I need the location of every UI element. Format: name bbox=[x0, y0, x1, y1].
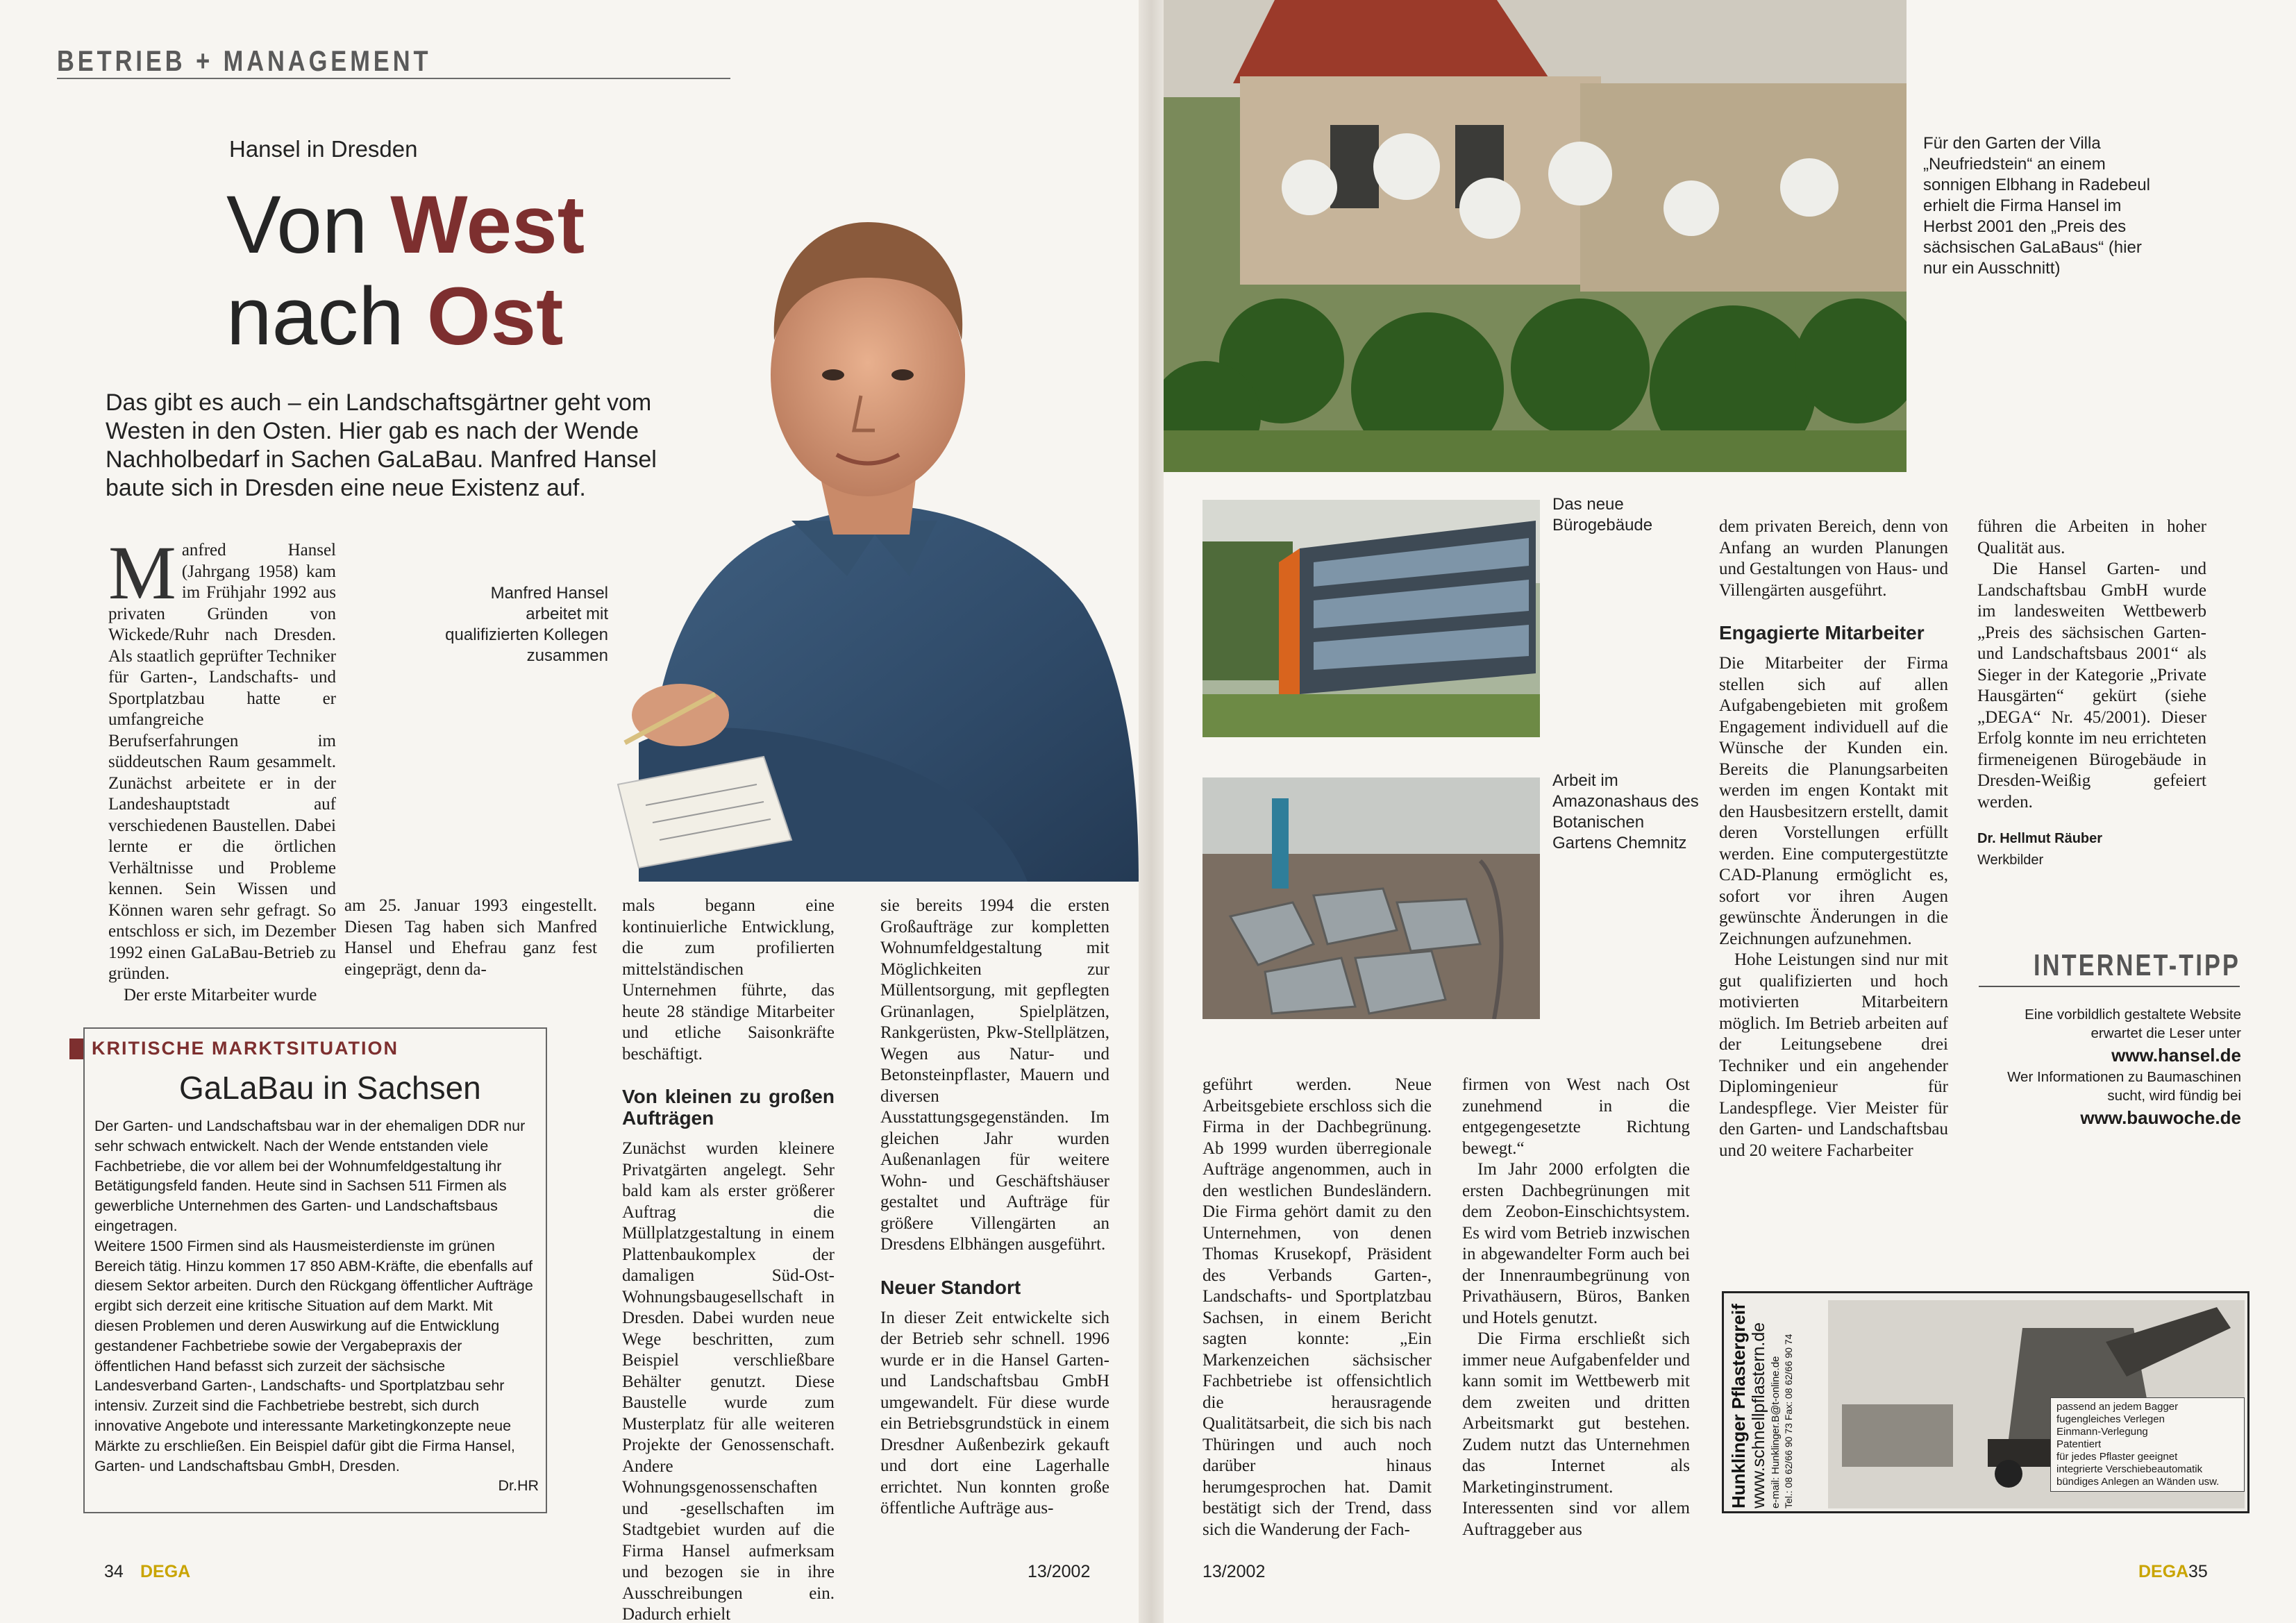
chemnitz-photo bbox=[1203, 777, 1540, 1019]
subheading: Von kleinen zu großen Aufträgen bbox=[622, 1086, 835, 1129]
body-text: dem privaten Bereich, denn von Anfang an wurden Planungen und Gestaltungen von Haus- und Villengärten ausgeführt. bbox=[1719, 517, 1948, 600]
villa-caption: Für den Garten der Villa „Neufriedstein“ an einem sonnigen Elbhang in Radebeul erhielt die Firma Hansel im Herbst 2001 den „Preis des sächsischen GaLaBaus“ (hier nur ein Ausschnitt) bbox=[1923, 134, 2150, 278]
subheading: Neuer Standort bbox=[880, 1276, 1021, 1298]
section-rule bbox=[57, 78, 730, 79]
internet-tip bbox=[1972, 1005, 2241, 1130]
column-6 bbox=[1462, 1075, 1690, 1540]
issue-right: 13/2002 bbox=[1203, 1562, 1266, 1581]
body-text: führen die Arbeiten in hoher Qualität aus. bbox=[1977, 517, 2206, 557]
internet-text: Eine vorbildlich gestaltete Website erwartet die Leser unter bbox=[2025, 1007, 2241, 1041]
ad-url: www.schnellpflastern.de bbox=[1749, 1322, 1768, 1508]
internet-tip-title: INTERNET-TIPP bbox=[2034, 948, 2240, 982]
column-3 bbox=[622, 895, 835, 1623]
page-number-right: 35 bbox=[2188, 1562, 2208, 1581]
ad-feature: für jedes Pflaster geeignet bbox=[2056, 1451, 2178, 1463]
internet-text: Wer Informationen zu Baumaschinen sucht, wird fündig bei bbox=[2007, 1069, 2241, 1104]
body-text: geführt werden. Neue Arbeitsgebiete erschloss sich die Firma in der Dachbegrünung. Ab 1999 wurden überregionale Aufträge angenommen, auch in den westlichen Bundesländern. Die Firma gehört damit zu den Unternehmen, von denen Thomas Krusekopf, Präsident des Verbands Garten-, Landschafts- und Sportplatzbau Sachsen, in einem Bericht sagten konnte: „Ein Markenzeichen sächsischer Fachbetriebe ist offensichtlich die herausragende Qualitätsarbeit, die sich bis nach Thüringen und auch noch darüber hinaus herumgesprochen hat. Damit bestätigt sich der Trend, dass sich die Wanderung der Fach- bbox=[1203, 1075, 1432, 1539]
body-text: Im Jahr 2000 erfolgten die ersten Dachbegrünungen mit dem Zeobon-Einschichtsystem. Es wird vom Betrieb inzwischen in abgewandelter Form auch bei der Innenraumbegrünung von Privathäusern, Büros, Banken und Hotels genutzt. bbox=[1462, 1160, 1690, 1327]
ad-feature: passend an jedem Bagger bbox=[2056, 1401, 2179, 1413]
ad-vertical-text bbox=[1728, 1300, 1795, 1508]
ad-feature: Patentiert bbox=[2056, 1438, 2102, 1450]
headline-word-highlight: Ost bbox=[426, 271, 564, 362]
headline-word-highlight: West bbox=[390, 179, 585, 271]
photo-credit: Werkbilder bbox=[1977, 852, 2044, 868]
url-link[interactable]: www.hansel.de bbox=[2111, 1045, 2241, 1066]
body-text: Die Firma erschließt sich immer neue Aufgabenfelder und kann somit im Wettbewerb mit dem zweiten und dritten Arbeitsmarkt gut bestehen. Zudem nutzt das Unternehmen das Internet als Marketinginstrument. Interessenten sind vor allem Auftraggeber aus bbox=[1462, 1329, 1690, 1539]
body-text: Hohe Leistungen sind nur mit gut qualifizierten und hoch motivierten Mitarbeitern möglich. Im Betrieb arbeiten auf der Leitungsebene drei Techniker und ein angehender Diplomingenieur für Landespflege. Vier Meister für den Garten- und Landschaftsbau und 20 weitere Facharbeiter bbox=[1719, 950, 1948, 1160]
box-label: KRITISCHE MARKTSITUATION bbox=[92, 1038, 399, 1059]
ad-feature: fugengleiches Verlegen bbox=[2056, 1413, 2165, 1425]
chemnitz-caption: Arbeit im Amazonashaus des Botanischen Gartens Chemnitz bbox=[1552, 771, 1699, 852]
page-number-left: 34 bbox=[104, 1562, 124, 1581]
ad-email: e-mail: Hunklinger.B@t-online.de bbox=[1770, 1356, 1782, 1508]
body-text: Die Hansel Garten- und Landschaftsbau GmbH wurde im landesweiten Wettbewerb „Preis des sächsischen Garten- und Landschaftsbaus 2001“ als Sieger in der Kategorie „Private Hausgärten“ gekürt (siehe „DEGA“ Nr. 45/2001). Dieser Erfolg konnte im neu errichteten firmeneigenen Bürogebäude in Dresden-Weißig gefeiert werden. bbox=[1977, 560, 2206, 812]
body-text: Die Mitarbeiter der Firma stellen sich auf allen Aufgabengebieten mit großem Engagement individuell auf die Wünsche der Kunden ein. Bereits die Planungsarbeiten werden im engen Kontakt mit den Hausbesitzern erstellt, damit deren Vorstellungen erfüllt werden. Eine computergestützte CAD-Planung ermöglicht es, sofort vor ihren Augen gewünschte Änderungen in die Zeichnungen aufzunehmen. bbox=[1719, 654, 1948, 948]
headline bbox=[226, 179, 585, 362]
lead-paragraph: Das gibt es auch – ein Landschaftsgärtner geht vom Westen in den Osten. Hier gab es nach der Wende Nachholbedarf in Sachen GaLaBau. Manfred Hansel baute sich in Dresden eine neue Existenz auf. bbox=[106, 389, 657, 501]
office-caption: Das neue Bürogebäude bbox=[1552, 495, 1653, 535]
box-title: GaLaBau in Sachsen bbox=[179, 1070, 481, 1106]
body-text: anfred Hansel (Jahrgang 1958) kam im Frühjahr 1992 aus privaten Gründen von Wickede/Ruhr nach Dresden. Als staatlich geprüfter Techniker für Garten-, Landschafts- und Sportplatzbau hatte er umfangreiche Berufserfahrungen im süddeutschen Raum gesammelt. Zunächst arbeitete er in der Landeshauptstadt auf verschiedenen Baustellen. Dabei lernte er die örtlichen Verhältnisse und Probleme kennen. Sein Wissen und Können waren sehr gefragt. So entschloss er sich, im Dezember 1992 einen GaLaBau-Betrieb zu gründen. bbox=[108, 541, 336, 983]
body-text: sie bereits 1994 die ersten Großaufträge zur kompletten Wohnumfeldgestaltung mit Möglichkeiten zur Müllentsorgung, mit gepflegten Grünanlagen, Spielplätzen, Rankgerüsten, Pkw-Stellplätzen, Wegen aus Natur- und Betonsteinpflaster, Mauern und diversen Ausstattungsgegenständen. Im gleichen Jahr wurden Außenanlagen für weitere Wohn- und Geschäftshäuser gestaltet und Aufträge für größere Villengärten an Dresdens Elbhängen ausgeführt. bbox=[880, 896, 1109, 1254]
ad-feature: Einmann-Verlegung bbox=[2056, 1426, 2148, 1438]
body-text: mals begann eine kontinuierliche Entwicklung, die zum profilierten mittelständischen Unternehmen führte, das heute 28 ständige Mitarbeiter und etliche Saisonkräfte beschäftigt. bbox=[622, 896, 835, 1063]
issue-left: 13/2002 bbox=[1028, 1562, 1091, 1581]
magazine-logo-left: DEGA bbox=[140, 1562, 191, 1581]
box-text bbox=[94, 1116, 539, 1496]
url-link[interactable]: www.bauwoche.de bbox=[2080, 1107, 2241, 1128]
ad-feature: bündiges Anlegen an Wänden usw. bbox=[2056, 1476, 2220, 1488]
column-2 bbox=[344, 895, 597, 980]
box-paragraph: Der Garten- und Landschaftsbau war in der ehemaligen DDR nur sehr schwach entwickelt. Nach der Wende entstanden viele Fachbetriebe, die vor allem bei der Wohnumfeldgestaltung ihr Betätigungsfeld fanden. Heute sind in Sachsen 511 Firmen als gewerbliche Unternehmen des Garten- und Landschaftsbaus eingetragen. bbox=[94, 1118, 526, 1234]
body-text: Der erste Mitarbeiter wurde bbox=[124, 985, 317, 1004]
ad-feature-list bbox=[2050, 1397, 2245, 1492]
subheading: Engagierte Mitarbeiter bbox=[1719, 622, 1925, 644]
ad-feature: integrierte Verschiebeautomatik bbox=[2056, 1463, 2203, 1475]
internet-tip-rule bbox=[1979, 986, 2240, 987]
headline-word: nach bbox=[226, 271, 404, 362]
portrait-photo bbox=[611, 146, 1139, 882]
office-building-photo bbox=[1203, 500, 1540, 737]
ad-company: Hunklinger Pflastergreif bbox=[1728, 1304, 1749, 1508]
portrait-caption: Manfred Hansel arbeitet mit qualifizierten Kollegen zusammen bbox=[445, 584, 608, 665]
column-7 bbox=[1719, 516, 1948, 1161]
box-paragraph: Weitere 1500 Firmen sind als Hausmeisterdienste im grünen Bereich tätig. Hinzu kommen 17 850 ABM-Kräfte, die ebenfalls auf diesem Sektor arbeiten. Durch den Rückgang öffentlicher Aufträge ergibt sich derzeit eine kritische Situation auf dem Markt. Mit diesen Problemen und deren Auswirkung auf die Entwicklung gestandener Fachbetriebe sowie der Vergabepraxis der öffentlichen Hand befasst sich zurzeit der sächsische Landesverband Garten-, Landschafts- und Sportplatzbau sehr intensiv. Zurzeit sind die Fachbetriebe bestrebt, sich durch innovative Angebote und interessante Marketingkonzepte neue Märkte zu erschließen. Ein Beispiel dafür gibt die Firma Hansel, Garten- und Landschaftsbau GmbH, Dresden. bbox=[94, 1237, 533, 1474]
villa-garden-photo bbox=[1164, 0, 1907, 472]
page-gutter bbox=[1139, 0, 1164, 1623]
magazine-logo-right: DEGA bbox=[2138, 1562, 2189, 1581]
column-1 bbox=[108, 530, 336, 1006]
box-author: Dr.HR bbox=[498, 1477, 539, 1495]
advertisement bbox=[1722, 1291, 2249, 1513]
box-marker bbox=[69, 1038, 83, 1059]
column-8 bbox=[1977, 516, 2206, 871]
body-text: firmen von West nach Ost zunehmend in die entgegengesetzte Richtung bewegt.“ bbox=[1462, 1075, 1690, 1158]
section-header: BETRIEB + MANAGEMENT bbox=[57, 44, 432, 77]
column-4 bbox=[880, 895, 1109, 1520]
kicker: Hansel in Dresden bbox=[229, 136, 418, 162]
dropcap: M bbox=[108, 530, 176, 615]
ad-phone: Tel.: 08 62/66 90 73 Fax: 08 62/66 90 74 bbox=[1783, 1334, 1794, 1508]
body-text: am 25. Januar 1993 eingestellt. Diesen Tag haben sich Manfred Hansel und Ehefrau ganz fest eingeprägt, denn da- bbox=[344, 896, 597, 979]
body-text: In dieser Zeit entwickelte sich der Betrieb sehr schnell. 1996 wurde er in die Hansel Garten- und Landschaftsbau GmbH umgewandelt. Für diese wurde ein Betriebsgrundstück in einem Dresdner Außenbezirk gekauft und dort eine Lagerhalle errichtet. Nun konnten große öffentliche Aufträge aus- bbox=[880, 1308, 1109, 1517]
headline-word: Von bbox=[226, 179, 368, 271]
author: Dr. Hellmut Räuber bbox=[1977, 831, 2103, 846]
column-5 bbox=[1203, 1075, 1432, 1540]
body-text: Zunächst wurden kleinere Privatgärten angelegt. Sehr bald kam als erster größerer Auftrag die Müllplatzgestaltung in einem Plattenbaukomplex der damaligen Süd-Ost-Wohnungsbaugesellschaft in Dresden. Dabei wurden neue Wege beschritten, zum Beispiel verschließbare Behälter genutzt. Diese Baustelle wurde zum Musterplatz für alle weiteren Projekte der Genossenschaft. Andere Wohnungsgenossenschaften und -gesellschaften im Stadtgebiet wurden auf die Firma Hansel aufmerksam und bezogen sie in ihre Ausschreibungen ein. Dadurch erhielt bbox=[622, 1139, 835, 1623]
